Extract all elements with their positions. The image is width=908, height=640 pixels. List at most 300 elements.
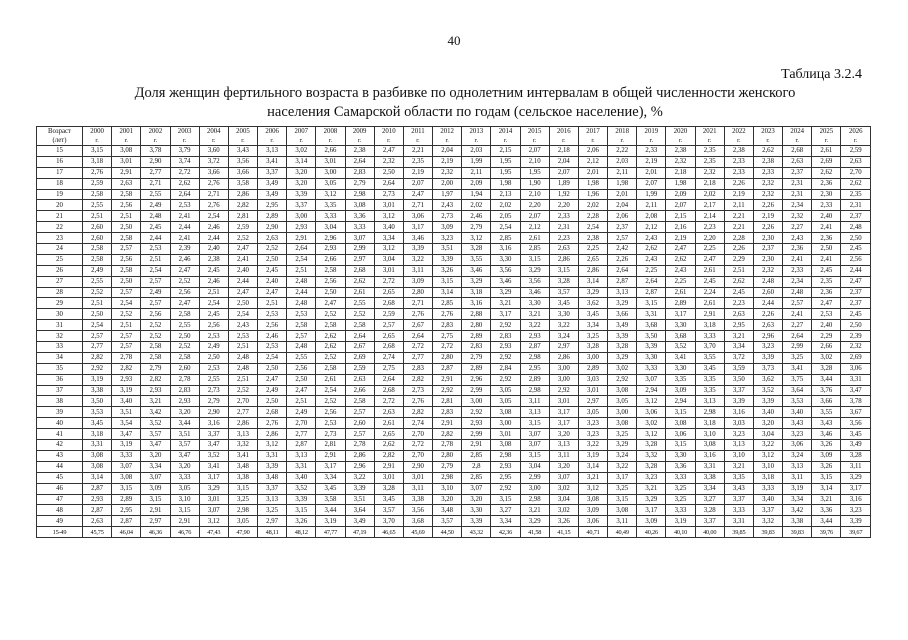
value-cell: 3,31 [724, 516, 753, 527]
value-cell: 41,15 [549, 527, 578, 538]
age-cell: 42 [37, 440, 83, 451]
value-cell: 3,21 [578, 472, 607, 483]
value-cell: 2,90 [258, 222, 287, 233]
value-cell: 2,47 [374, 146, 403, 157]
fertile-age-share-table [36, 126, 871, 538]
value-cell: 2,36 [783, 244, 812, 255]
value-cell: 3,68 [637, 320, 666, 331]
value-cell: 2,32 [753, 178, 782, 189]
value-cell: 2,51 [228, 342, 257, 353]
value-cell: 2,61 [666, 287, 695, 298]
value-cell: 2,61 [695, 265, 724, 276]
value-cell: 2,25 [637, 265, 666, 276]
value-cell: 3,15 [520, 418, 549, 429]
value-cell: 2,32 [433, 167, 462, 178]
value-cell: 2,18 [695, 178, 724, 189]
value-cell: 3,49 [258, 178, 287, 189]
value-cell: 3,39 [287, 189, 316, 200]
value-cell: 3,32 [228, 440, 257, 451]
value-cell: 2,95 [258, 200, 287, 211]
value-cell: 3,21 [520, 505, 549, 516]
value-cell: 2,35 [841, 189, 871, 200]
year-suffix: г. [182, 137, 187, 144]
value-cell: 3,45 [549, 298, 578, 309]
value-cell: 3,42 [783, 505, 812, 516]
value-cell: 3,38 [783, 516, 812, 527]
value-cell: 2,41 [170, 233, 199, 244]
value-cell: 3,55 [812, 407, 841, 418]
value-cell: 2,87 [520, 342, 549, 353]
value-cell: 2,91 [287, 233, 316, 244]
caption-line-1: Доля женщин фертильного возраста в разбивке по однолетним интервалам в общей численности женского [134, 85, 796, 101]
total-row [37, 527, 871, 538]
value-cell: 2,85 [462, 472, 491, 483]
value-cell: 2,98 [433, 472, 462, 483]
value-cell: 2,71 [403, 298, 432, 309]
table-row [37, 396, 871, 407]
value-cell: 3,10 [695, 429, 724, 440]
value-cell: 3,04 [520, 461, 549, 472]
value-cell: 3,33 [170, 472, 199, 483]
value-cell: 3,07 [637, 374, 666, 385]
value-cell: 2,57 [83, 331, 112, 342]
value-cell: 2,44 [841, 265, 871, 276]
value-cell: 2,59 [228, 222, 257, 233]
value-cell: 2,51 [199, 287, 228, 298]
value-cell: 3,11 [608, 516, 637, 527]
value-cell: 2,33 [783, 265, 812, 276]
year-label: 2026 [848, 128, 863, 135]
value-cell: 2,36 [812, 287, 841, 298]
value-cell: 2,83 [462, 342, 491, 353]
value-cell: 47,19 [345, 527, 374, 538]
value-cell: 2,57 [783, 298, 812, 309]
value-cell: 3,38 [695, 472, 724, 483]
value-cell: 2,73 [374, 189, 403, 200]
value-cell: 2,44 [199, 233, 228, 244]
value-cell: 2,79 [462, 352, 491, 363]
value-cell: 3,00 [578, 352, 607, 363]
value-cell: 2,50 [374, 167, 403, 178]
value-cell: 2,52 [112, 309, 141, 320]
value-cell: 2,82 [403, 374, 432, 385]
year-column-header [695, 127, 724, 146]
value-cell: 40,71 [578, 527, 607, 538]
value-cell: 3,18 [83, 156, 112, 167]
value-cell: 3,17 [841, 483, 871, 494]
value-cell: 2,44 [141, 233, 170, 244]
value-cell: 3,15 [520, 450, 549, 461]
value-cell: 3,15 [549, 265, 578, 276]
value-cell: 2,86 [578, 265, 607, 276]
value-cell: 2,60 [345, 418, 374, 429]
value-cell: 3,17 [491, 309, 520, 320]
value-cell: 2,57 [141, 276, 170, 287]
value-cell: 2,01 [578, 167, 607, 178]
value-cell: 2,48 [228, 363, 257, 374]
value-cell: 3,40 [112, 396, 141, 407]
value-cell: 3,16 [462, 298, 491, 309]
value-cell: 2,20 [549, 200, 578, 211]
value-cell: 3,28 [462, 244, 491, 255]
value-cell: 2,36 [812, 233, 841, 244]
value-cell: 3,37 [287, 200, 316, 211]
value-cell: 3,45 [695, 363, 724, 374]
value-cell: 2,62 [841, 178, 871, 189]
value-cell: 3,46 [491, 276, 520, 287]
value-cell: 3,21 [724, 461, 753, 472]
value-cell: 2,54 [83, 320, 112, 331]
value-cell: 2,52 [228, 233, 257, 244]
value-cell: 2,48 [228, 352, 257, 363]
value-cell: 3,73 [753, 363, 782, 374]
value-cell: 3,15 [812, 472, 841, 483]
value-cell: 3,50 [83, 396, 112, 407]
value-cell: 3,43 [228, 146, 257, 157]
value-cell: 3,39 [287, 494, 316, 505]
year-column-header [141, 127, 170, 146]
value-cell: 2,93 [491, 342, 520, 353]
table-row [37, 156, 871, 167]
value-cell: 2,45 [199, 265, 228, 276]
caption-line-2: населения Самарской области по годам (сельское население), % [267, 104, 663, 120]
value-cell: 3,23 [724, 429, 753, 440]
value-cell: 3,20 [287, 167, 316, 178]
value-cell: 2,48 [841, 222, 871, 233]
age-cell: 26 [37, 265, 83, 276]
value-cell: 3,41 [666, 352, 695, 363]
value-cell: 3,28 [841, 450, 871, 461]
value-cell: 3,26 [549, 516, 578, 527]
value-cell: 2,21 [724, 222, 753, 233]
value-cell: 2,18 [549, 146, 578, 157]
value-cell: 3,18 [695, 418, 724, 429]
value-cell: 44,50 [433, 527, 462, 538]
value-cell: 2,86 [345, 450, 374, 461]
value-cell: 2,51 [287, 265, 316, 276]
year-column-header [462, 127, 491, 146]
value-cell: 2,79 [462, 222, 491, 233]
value-cell: 3,20 [170, 407, 199, 418]
value-cell: 2,73 [433, 211, 462, 222]
value-cell: 2,61 [520, 233, 549, 244]
value-cell: 2,37 [841, 211, 871, 222]
value-cell: 3,08 [666, 418, 695, 429]
value-cell: 2,89 [462, 363, 491, 374]
value-cell: 2,40 [199, 244, 228, 255]
value-cell: 2,82 [112, 363, 141, 374]
value-cell: 3,16 [841, 494, 871, 505]
value-cell: 2,92 [549, 385, 578, 396]
value-cell: 3,23 [753, 342, 782, 353]
value-cell: 3,48 [228, 461, 257, 472]
year-suffix: г. [387, 137, 391, 144]
value-cell: 3,45 [374, 494, 403, 505]
value-cell: 3,07 [520, 440, 549, 451]
value-cell: 3,01 [374, 265, 403, 276]
value-cell: 3,45 [841, 429, 871, 440]
value-cell: 3,74 [170, 156, 199, 167]
value-cell: 3,62 [753, 374, 782, 385]
value-cell: 2,25 [695, 244, 724, 255]
year-suffix: г. [649, 137, 654, 144]
value-cell: 2,47 [812, 298, 841, 309]
value-cell: 2,58 [112, 265, 141, 276]
value-cell: 3,48 [258, 472, 287, 483]
year-column-header [83, 127, 112, 146]
value-cell: 3,17 [637, 505, 666, 516]
value-cell: 3,52 [199, 450, 228, 461]
value-cell: 2,76 [83, 167, 112, 178]
value-cell: 3,17 [403, 222, 432, 233]
value-cell: 2,32 [753, 265, 782, 276]
value-cell: 3,03 [578, 374, 607, 385]
value-cell: 45,75 [83, 527, 112, 538]
value-cell: 2,70 [287, 418, 316, 429]
value-cell: 2,30 [753, 233, 782, 244]
value-cell: 2,95 [491, 472, 520, 483]
value-cell: 2,60 [83, 233, 112, 244]
value-cell: 2,57 [112, 331, 141, 342]
value-cell: 3,59 [724, 363, 753, 374]
value-cell: 3,38 [228, 472, 257, 483]
value-cell: 2,82 [83, 352, 112, 363]
value-cell: 3,13 [228, 429, 257, 440]
value-cell: 3,43 [812, 418, 841, 429]
value-cell: 2,49 [83, 265, 112, 276]
year-suffix: г. [737, 137, 741, 144]
value-cell: 3,13 [520, 407, 549, 418]
value-cell: 3,01 [199, 494, 228, 505]
age-cell: 49 [37, 516, 83, 527]
value-cell: 3,34 [578, 320, 607, 331]
value-cell: 3,15 [170, 505, 199, 516]
value-cell: 3,42 [141, 407, 170, 418]
age-cell: 28 [37, 287, 83, 298]
value-cell: 2,61 [316, 374, 345, 385]
value-cell: 3,30 [666, 450, 695, 461]
value-cell: 3,19 [666, 516, 695, 527]
value-cell: 2,75 [374, 363, 403, 374]
value-cell: 2,68 [374, 298, 403, 309]
value-cell: 2,85 [433, 298, 462, 309]
value-cell: 3,25 [608, 483, 637, 494]
value-cell: 2,51 [112, 211, 141, 222]
value-cell: 2,79 [433, 461, 462, 472]
year-suffix: г. [95, 137, 99, 144]
year-label: 2013 [469, 128, 484, 135]
value-cell: 2,57 [345, 407, 374, 418]
value-cell: 3,03 [724, 418, 753, 429]
value-cell: 3,34 [491, 516, 520, 527]
value-cell: 3,02 [812, 352, 841, 363]
value-cell: 2,40 [812, 211, 841, 222]
value-cell: 2,83 [433, 407, 462, 418]
value-cell: 2,68 [783, 146, 812, 157]
value-cell: 2,48 [287, 276, 316, 287]
value-cell: 2,83 [433, 320, 462, 331]
value-cell: 3,33 [112, 450, 141, 461]
table-row [37, 472, 871, 483]
value-cell: 2,09 [462, 178, 491, 189]
value-cell: 3,16 [724, 407, 753, 418]
value-cell: 2,50 [199, 352, 228, 363]
value-cell: 2,87 [83, 505, 112, 516]
year-column-header [287, 127, 316, 146]
value-cell: 2,58 [83, 189, 112, 200]
value-cell: 3,30 [549, 309, 578, 320]
age-cell: 24 [37, 244, 83, 255]
value-cell: 3,04 [753, 429, 782, 440]
value-cell: 2,62 [724, 276, 753, 287]
value-cell: 3,39 [724, 396, 753, 407]
value-cell: 2,96 [753, 331, 782, 342]
value-cell: 2,06 [608, 211, 637, 222]
value-cell: 3,14 [812, 483, 841, 494]
value-cell: 3,26 [812, 461, 841, 472]
value-cell: 2,42 [608, 244, 637, 255]
value-cell: 2,28 [578, 211, 607, 222]
year-suffix: г. [678, 137, 683, 144]
value-cell: 3,49 [345, 516, 374, 527]
value-cell: 2,58 [112, 233, 141, 244]
value-cell: 2,55 [170, 320, 199, 331]
year-column-header [520, 127, 549, 146]
value-cell: 2,97 [345, 254, 374, 265]
value-cell: 3,13 [287, 450, 316, 461]
value-cell: 3,55 [695, 352, 724, 363]
value-cell: 3,06 [637, 407, 666, 418]
value-cell: 2,92 [491, 374, 520, 385]
value-cell: 3,17 [549, 407, 578, 418]
value-cell: 2,72 [374, 396, 403, 407]
value-cell: 3,12 [753, 450, 782, 461]
value-cell: 2,45 [841, 309, 871, 320]
value-cell: 3,75 [783, 374, 812, 385]
value-cell: 46,76 [170, 527, 199, 538]
value-cell: 3,38 [83, 385, 112, 396]
value-cell: 3,29 [578, 287, 607, 298]
value-cell: 3,29 [608, 298, 637, 309]
value-cell: 2,33 [724, 167, 753, 178]
value-cell: 2,73 [199, 385, 228, 396]
value-cell: 3,47 [170, 450, 199, 461]
value-cell: 2,76 [199, 200, 228, 211]
value-cell: 3,11 [520, 396, 549, 407]
value-cell: 3,14 [83, 472, 112, 483]
value-cell: 3,25 [228, 494, 257, 505]
value-cell: 2,53 [141, 244, 170, 255]
value-cell: 2,94 [666, 396, 695, 407]
year-suffix: г. [416, 137, 420, 144]
year-label: 2011 [411, 128, 425, 135]
value-cell: 2,40 [228, 265, 257, 276]
value-cell: 2,50 [258, 396, 287, 407]
value-cell: 2,69 [812, 156, 841, 167]
year-label: 2015 [527, 128, 542, 135]
value-cell: 2,57 [374, 320, 403, 331]
value-cell: 2,38 [578, 233, 607, 244]
value-cell: 2,93 [462, 418, 491, 429]
value-cell: 2,52 [170, 342, 199, 353]
value-cell: 3,01 [491, 429, 520, 440]
year-label: 2003 [177, 128, 192, 135]
value-cell: 2,47 [666, 244, 695, 255]
age-cell: 32 [37, 331, 83, 342]
value-cell: 3,52 [141, 418, 170, 429]
value-cell: 3,12 [637, 429, 666, 440]
value-cell: 3,04 [549, 494, 578, 505]
value-cell: 3,33 [695, 331, 724, 342]
value-cell: 2,68 [374, 385, 403, 396]
value-cell: 2,50 [258, 363, 287, 374]
value-cell: 3,47 [199, 440, 228, 451]
value-cell: 3,08 [491, 440, 520, 451]
value-cell: 2,63 [549, 244, 578, 255]
year-column-header [549, 127, 578, 146]
value-cell: 3,01 [374, 200, 403, 211]
value-cell: 2,26 [724, 178, 753, 189]
value-cell: 3,10 [753, 461, 782, 472]
value-cell: 3,35 [316, 200, 345, 211]
value-cell: 2,52 [316, 309, 345, 320]
value-cell: 3,44 [316, 505, 345, 516]
value-cell: 3,39 [753, 396, 782, 407]
value-cell: 3,07 [549, 472, 578, 483]
year-suffix: г. [562, 137, 566, 144]
value-cell: 2,56 [841, 254, 871, 265]
value-cell: 3,05 [491, 385, 520, 396]
value-cell: 3,56 [841, 418, 871, 429]
value-cell: 2,31 [549, 222, 578, 233]
year-label: 2020 [673, 128, 688, 135]
value-cell: 2,99 [462, 429, 491, 440]
value-cell: 3,15 [287, 505, 316, 516]
value-cell: 2,91 [695, 309, 724, 320]
value-cell: 2,78 [112, 352, 141, 363]
value-cell: 3,10 [170, 494, 199, 505]
value-cell: 2,57 [112, 342, 141, 353]
value-cell: 2,47 [228, 244, 257, 255]
table-row [37, 450, 871, 461]
value-cell: 3,57 [433, 516, 462, 527]
value-cell: 3,20 [549, 429, 578, 440]
value-cell: 2,63 [374, 407, 403, 418]
value-cell: 45,69 [403, 527, 432, 538]
year-suffix: г. [212, 137, 216, 144]
value-cell: 2,40 [812, 320, 841, 331]
value-cell: 2,29 [724, 254, 753, 265]
age-cell: 25 [37, 254, 83, 265]
value-cell: 3,52 [287, 483, 316, 494]
value-cell: 2,41 [783, 309, 812, 320]
value-cell: 2,17 [695, 200, 724, 211]
value-cell: 2,47 [228, 287, 257, 298]
value-cell: 3,28 [578, 342, 607, 353]
value-cell: 3,45 [316, 483, 345, 494]
year-suffix: г. [270, 137, 274, 144]
value-cell: 3,33 [316, 211, 345, 222]
value-cell: 3,55 [462, 254, 491, 265]
value-cell: 3,78 [141, 146, 170, 157]
value-cell: 2,46 [462, 211, 491, 222]
value-cell: 2,64 [608, 265, 637, 276]
value-cell: 2,57 [112, 244, 141, 255]
value-cell: 3,37 [258, 167, 287, 178]
value-cell: 2,73 [403, 385, 432, 396]
value-cell: 2,04 [608, 200, 637, 211]
table-row [37, 276, 871, 287]
